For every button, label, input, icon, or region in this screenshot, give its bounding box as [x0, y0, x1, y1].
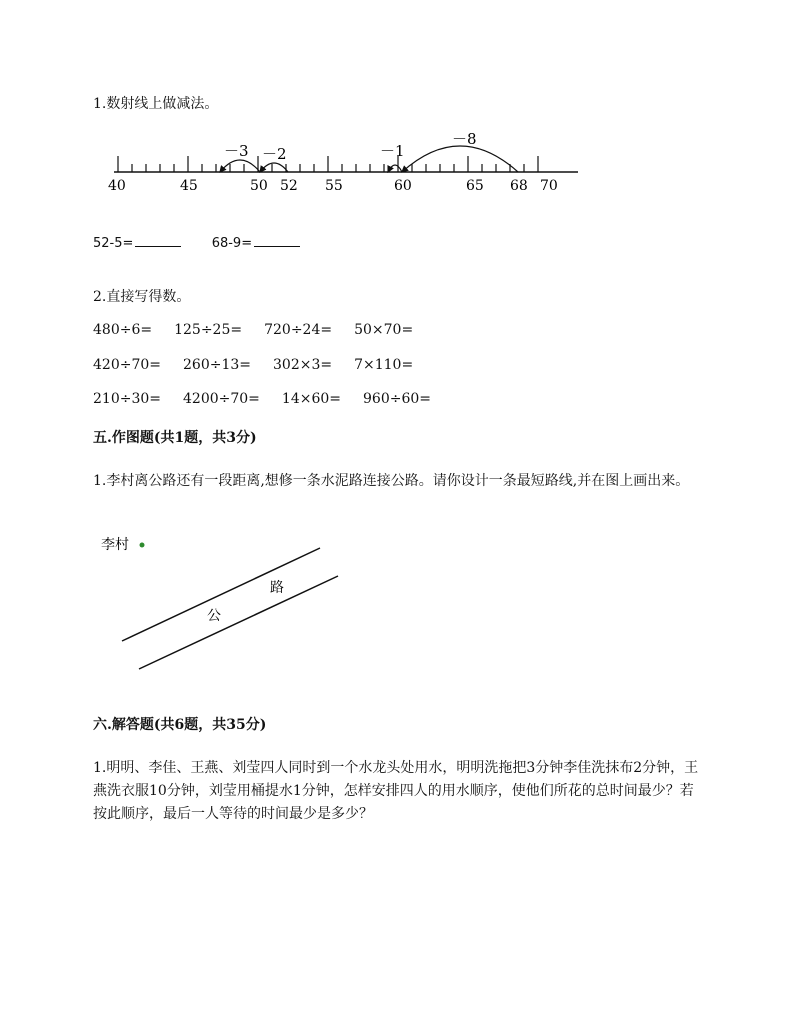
calc-item: 50×70=	[354, 322, 414, 338]
arc-label-minus-3: －3	[224, 142, 249, 160]
tick-label-50: 50	[250, 178, 268, 194]
equation-68-9: 68-9=	[211, 236, 253, 251]
tick-label-55: 55	[325, 178, 343, 194]
calc-item: 14×60=	[281, 391, 341, 407]
tick-label-65: 65	[466, 178, 484, 194]
road-edge-bottom	[139, 576, 338, 669]
q1-equations	[93, 232, 300, 254]
tick-label-40: 40	[108, 178, 126, 194]
calc-item: 960÷60=	[363, 391, 431, 407]
calc-item: 4200÷70=	[183, 391, 260, 407]
calc-item: 210÷30=	[93, 391, 161, 407]
calc-item: 480÷6=	[93, 322, 153, 338]
answer-blank-1[interactable]	[135, 232, 181, 247]
tick-label-68: 68	[510, 178, 528, 194]
q2-row-3	[93, 389, 453, 409]
calc-item: 7×110=	[354, 357, 414, 373]
answer-blank-2[interactable]	[254, 232, 300, 247]
arc-minus-1	[388, 165, 402, 172]
road-label-lu: 路	[270, 580, 284, 596]
q2-title: 2.直接写得数。	[93, 289, 191, 305]
number-line	[100, 126, 590, 196]
q2-row-1	[93, 320, 435, 340]
arc-minus-8	[402, 146, 518, 172]
calc-item: 420÷70=	[93, 357, 161, 373]
arc-minus-2	[260, 163, 288, 172]
section-6-question: 1.明明、李佳、王燕、刘莹四人同时到一个水龙头处用水，明明洗拖把3分钟李佳洗抹布2分钟，王燕洗衣服10分钟，刘莹用桶提水1分钟，怎样安排四人的用水顺序，使他们所花的总时间最少？若按此顺序，最后一人等待的时间最少是多少？	[93, 760, 699, 822]
arc-minus-3	[220, 160, 260, 172]
q1-title: 1.数射线上做减法。	[93, 96, 219, 112]
calc-item: 720÷24=	[264, 322, 333, 338]
tick-label-60: 60	[394, 178, 412, 194]
section-5-heading: 五.作图题(共1题，共3分)	[93, 430, 257, 446]
section-6-heading: 六.解答题(共6题，共35分)	[93, 717, 267, 733]
tick-label-52: 52	[280, 178, 298, 194]
calc-item: 260÷13=	[183, 357, 251, 373]
road-label-gong: 公	[207, 608, 221, 624]
tick-label-70: 70	[540, 178, 558, 194]
q2-row-2	[93, 355, 435, 375]
equation-52-5: 52-5=	[93, 236, 134, 251]
arc-label-minus-8: －8	[452, 130, 477, 148]
arc-label-minus-1: －1	[380, 142, 405, 160]
section-5-question: 1.李村离公路还有一段距离,想修一条水泥路连接公路。请你设计一条最短路线,并在图上画出来。	[93, 473, 690, 489]
calc-item: 302×3=	[273, 357, 333, 373]
road-diagram	[95, 530, 355, 675]
calc-item: 125÷25=	[174, 322, 243, 338]
number-line-ticks	[118, 156, 538, 172]
tick-label-45: 45	[180, 178, 198, 194]
village-dot	[140, 543, 145, 548]
arc-label-minus-2: －2	[262, 145, 287, 163]
road-edge-top	[122, 548, 320, 641]
village-label: 李村	[101, 537, 129, 553]
